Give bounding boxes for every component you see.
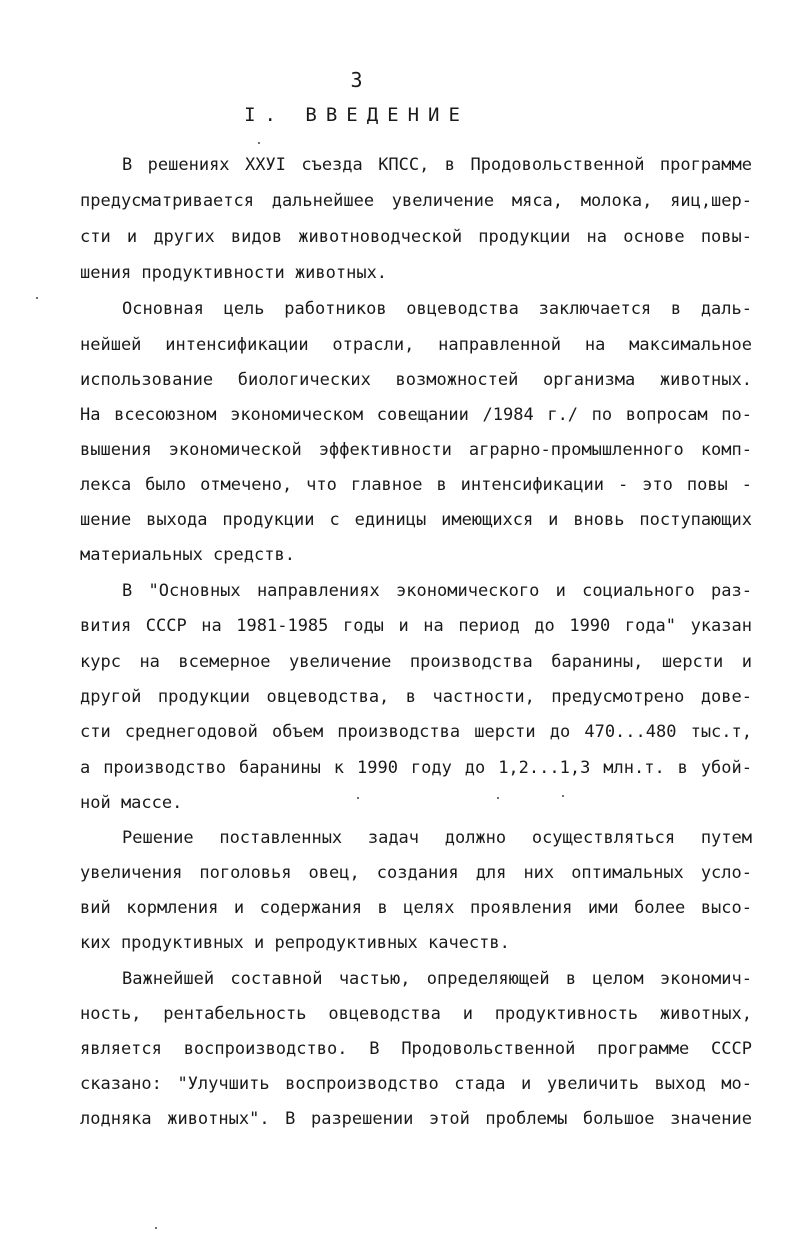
text-line: Основная цель работников овцеводства заключается в даль-	[122, 299, 752, 319]
text-line: ной массе.	[80, 793, 183, 813]
scan-speck	[155, 1227, 157, 1229]
text-line: предусматривается дальнейшее увеличение мяса, молока, яиц,шер-	[80, 191, 752, 211]
text-line: В "Основных направлениях экономического и социального раз-	[122, 581, 752, 601]
scan-speck	[497, 797, 499, 799]
scan-speck	[36, 297, 38, 299]
text-line: шения продуктивности животных.	[80, 263, 388, 283]
scan-speck	[258, 142, 260, 144]
text-line: лодняка животных". В разрешении этой проблемы большое значение	[80, 1109, 752, 1129]
text-line: Решение поставленных задач должно осуществляться путем	[122, 828, 752, 848]
text-line: ность, рентабельность овцеводства и продуктивность животных,	[80, 1004, 752, 1024]
text-line: материальных средств.	[80, 545, 295, 565]
text-line: а производство баранины к 1990 году до 1,2...1,3 млн.т. в убой-	[80, 758, 752, 778]
text-line: сказано: "Улучшить воспроизводство стада и увеличить выход мо-	[80, 1074, 752, 1094]
page-number: 3	[350, 68, 363, 92]
scan-speck	[562, 795, 564, 797]
scan-speck	[357, 797, 359, 799]
text-line: курс на всемерное увеличение производства баранины, шерсти и	[80, 652, 752, 672]
text-line: вития СССР на 1981-1985 годы и на период до 1990 года" указан	[80, 616, 752, 636]
text-line: На всесоюзном экономическом совещании /1984 г./ по вопросам по-	[80, 405, 752, 425]
text-line: В решениях XXУI съезда КПСС, в Продовольственной программе	[122, 155, 752, 175]
section-heading: I. ВВЕДЕНИЕ	[244, 104, 469, 126]
text-line: шение выхода продукции с единицы имеющихся и вновь поступающих	[80, 510, 752, 530]
text-line: увеличения поголовья овец, создания для них оптимальных усло-	[80, 863, 752, 883]
text-line: нейшей интенсификации отрасли, направленной на максимальное	[80, 335, 752, 355]
text-line: ких продуктивных и репродуктивных качеств.	[80, 933, 510, 953]
text-line: вышения экономической эффективности аграрно-промышленного комп-	[80, 440, 752, 460]
text-line: использование биологических возможностей организма животных.	[80, 370, 752, 390]
text-line: лекса было отмечено, что главное в интенсификации - это повы -	[80, 475, 752, 495]
text-line: сти и других видов животноводческой продукции на основе повы-	[80, 227, 752, 247]
text-line: вий кормления и содержания в целях проявления ими более высо-	[80, 898, 752, 918]
text-line: сти среднегодовой объем производства шерсти до 470...480 тыс.т,	[80, 722, 752, 742]
text-line: Важнейшей составной частью, определяющей в целом экономич-	[122, 969, 752, 989]
text-line: является воспроизводство. В Продовольственной программе СССР	[80, 1039, 752, 1059]
text-line: другой продукции овцеводства, в частности, предусмотрено дове-	[80, 687, 752, 707]
